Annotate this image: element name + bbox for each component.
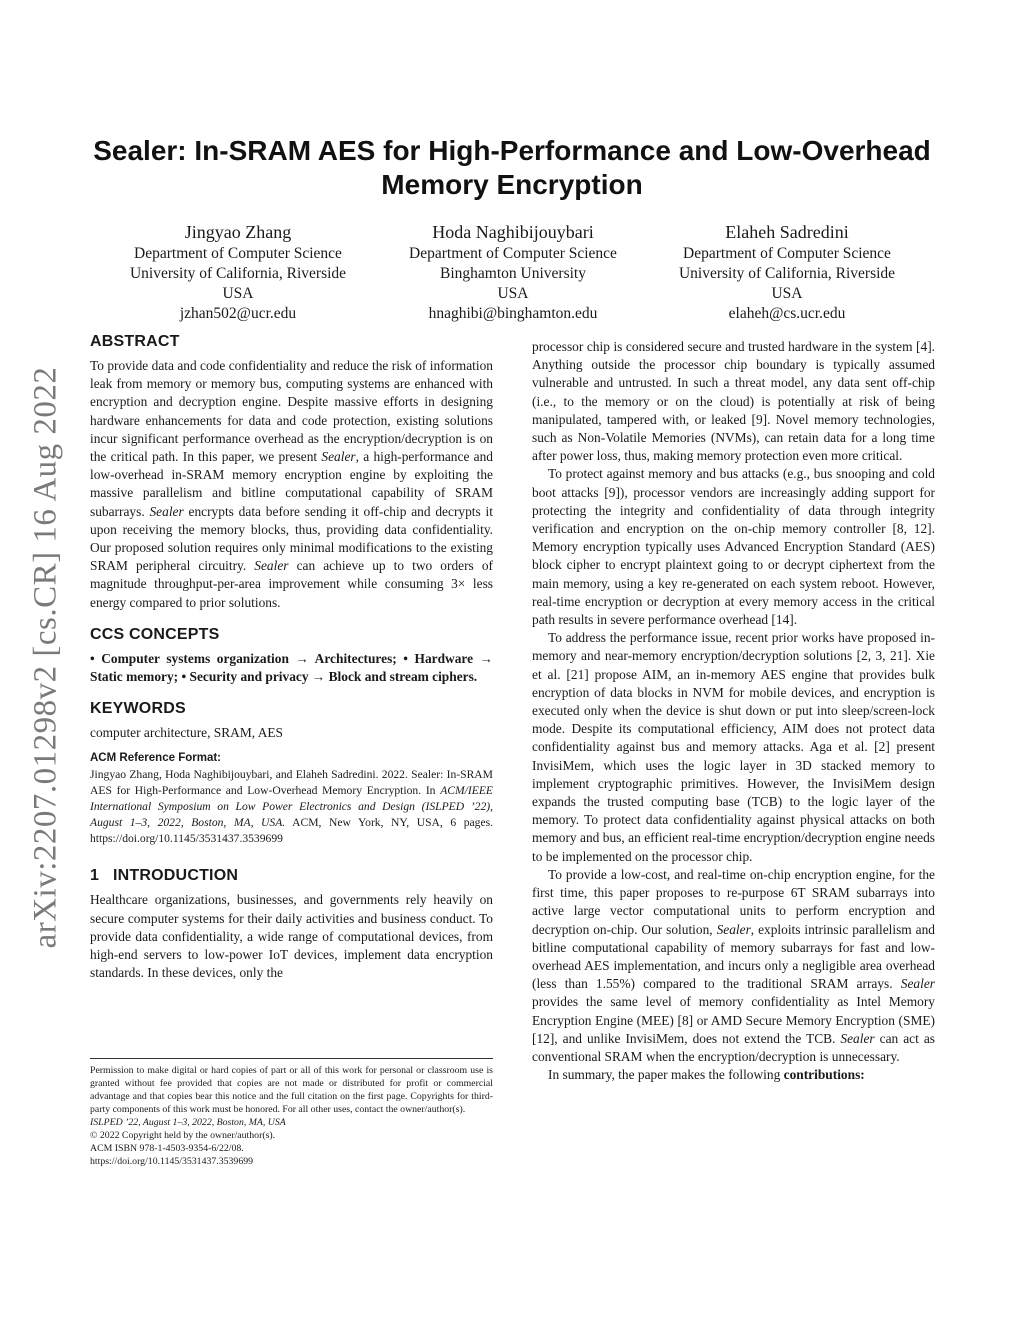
body-paragraph: To protect against memory and bus attacks (e.g., bus snooping and cold boot attacks [9]), processor vendors are increasingly adding support for protecting the integrity and confidentiality of data through integrity verification and encryption on the on-chip memory controller [8, 12]. Memory encryption typically uses Advanced Encryption Standard (AES) block cipher to encrypt plaintext going to or decrypt ciphertext from the main memory, using a key re-generated on each system reboot. However, real-time encryption or decryption at every memory access in the critical path results in severe performance overhead [14].	[532, 466, 935, 628]
author-univ: University of California, Riverside	[678, 265, 896, 282]
footnote-copyright: © 2022 Copyright held by the owner/author(s).	[90, 1130, 276, 1141]
abstract-part: , a high-performance and low-overhead in-SRAM memory encryption engine by exploiting the massive parallelism and bitline computational capability of SRAM subarrays.	[90, 449, 493, 519]
paper-title	[80, 134, 944, 202]
body-paragraph	[532, 1066, 935, 1084]
sealer-emphasis: Sealer	[149, 503, 184, 519]
introduction-heading: 1 INTRODUCTION	[90, 867, 239, 885]
abstract-part: encrypts data before sending it off-chip and decrypts it upon receiving the memory blocks, thus, providing data confidentiality. Our proposed solution requires only minimal modifications to the existing SRAM peripheral circuitry.	[90, 503, 493, 574]
author-block-1	[88, 220, 388, 324]
acm-reference-part: Jingyao Zhang, Hoda Naghibijouybari, and Elaheh Sadredini. 2022. Sealer: In-SRAM AES for High-Performance and Low-Overhead Memory Encryption. In	[90, 768, 493, 798]
body-part: In summary, the paper makes the following	[548, 1067, 784, 1083]
introduction-section	[90, 867, 493, 982]
left-column	[90, 333, 493, 996]
author-univ: University of California, Riverside	[129, 265, 347, 282]
acm-reference-venue: ACM/IEEE International Symposium on Low Power Electronics and Design (ISLPED ’22), August 1–3, 2022, Boston, MA, USA.	[90, 784, 493, 830]
keywords-section	[90, 700, 493, 742]
body-paragraph: To address the performance issue, recent prior works have proposed in-memory and near-memory encryption/decryption solutions [2, 3, 21]. Xie et al. [21] propose AIM, an in-memory AES engine that provides bulk encryption of data blocks in NVM for mobile devices, and encryption is executed only when the device is shut down or put into sleep/screen-lock mode. Despite its computational efficiency, AIM does not protect data confidentiality against bus and memory attacks. Aga et al. [2] present InvisiMem, which uses the logic layer in 3D stacked memory to implement cryptographic primitives. However, the InvisiMem design expands the trusted computing base (TCB) to the logic layer of the memory. To protect data confidentiality against physical attacks on both memory and bus, an efficient real-time encryption/decryption engine needs to be implemented on the processor chip.	[532, 630, 935, 864]
footnote-block	[90, 1064, 493, 1168]
author-country: USA	[771, 285, 803, 302]
body-paragraph: processor chip is considered secure and trusted hardware in the system [4]. Anything outside the processor chip boundary is typically assumed vulnerable and untrusted. In such a threat model, any data sent off-chip (i.e., to the memory or on the cloud) is potentially at risk of being manipulated, tampered with, or leaked [9]. Novel memory technologies, such as Non-Volatile Memories (NVMs), can retain data for a long time after power loss, thus, making memory protection even more critical.	[532, 339, 935, 464]
author-country: USA	[222, 285, 254, 302]
acm-reference-text	[90, 767, 493, 847]
author-email[interactable]: jzhan502@ucr.edu	[179, 305, 297, 322]
body-part: can act as conventional SRAM when the encryption/decryption is unnecessary.	[532, 1030, 935, 1064]
author-dept: Department of Computer Science	[134, 245, 342, 262]
footnote-permission: Permission to make digital or hard copies of part or all of this work for personal or classroom use is granted without fee provided that copies are not made or distributed for profit or commercial advantage and that copies bear this notice and the full citation on the first page. Copyrights for third-party components of this work must be honored. For all other uses, contact the owner/author(s).	[90, 1065, 493, 1115]
ccs-section	[90, 626, 493, 686]
sealer-emphasis: Sealer	[900, 976, 935, 992]
right-column	[532, 338, 935, 1084]
keywords-heading: KEYWORDS	[90, 700, 186, 718]
abstract-part: can achieve up to two orders of magnitude throughput-per-area improvement while consuming 3× less energy compared to prior solutions.	[90, 558, 493, 610]
body-part: To provide a low-cost, and real-time on-chip encryption engine, for the first time, this paper proposes to re-purpose 6T SRAM subarrays into active large vector computational units to perform encryption and decryption on-chip. Our solution,	[532, 866, 935, 937]
abstract-section	[90, 333, 493, 612]
sealer-emphasis: Sealer	[254, 558, 289, 574]
title-line-1: Sealer: In-SRAM AES for High-Performance and Low-Overhead	[93, 135, 931, 166]
author-block-3	[637, 220, 937, 324]
author-name: Jingyao Zhang	[184, 222, 292, 242]
author-block-2	[363, 220, 663, 324]
author-dept: Department of Computer Science	[409, 245, 617, 262]
footnote-venue: ISLPED ’22, August 1–3, 2022, Boston, MA, USA	[90, 1117, 286, 1128]
author-name: Hoda Naghibijouybari	[432, 222, 594, 242]
introduction-paragraph: Healthcare organizations, businesses, and governments rely heavily on secure computer systems for their daily activities and business conduct. To provide data confidentiality, a wide range of computational devices, from high-end servers to low-power IoT devices, implement data encryption standards. In these devices, only the	[90, 892, 493, 981]
footnote-divider	[90, 1058, 493, 1059]
ccs-text: • Computer systems organization → Architectures; • Hardware → Static memory; • Security and privacy → Block and stream ciphers.	[90, 650, 493, 685]
author-name: Elaheh Sadredini	[725, 222, 849, 242]
abstract-part: To provide data and code confidentiality and reduce the risk of information leak from memory or memory bus, computing systems are enhanced with encryption and decryption engine. Despite massive efforts in designing hardware enhancements for data and code protection, existing solutions incur significant performance overhead as the encryption/decryption is on the critical path. In this paper, we present	[90, 358, 493, 465]
arxiv-stamp	[22, 342, 70, 972]
contributions-emphasis: contributions:	[783, 1067, 865, 1083]
body-paragraph	[532, 866, 935, 1066]
acm-reference	[90, 752, 493, 847]
title-line-2: Memory Encryption	[381, 169, 643, 200]
body-part: , exploits intrinsic parallelism and bitline computational capability of memory subarrays for fast and low-overhead AES implementation, and incurs only a negligible area overhead (less than 1.55%) compared to the traditional SRAM arrays.	[532, 921, 935, 992]
ccs-heading: CCS CONCEPTS	[90, 625, 220, 643]
sealer-emphasis: Sealer	[716, 921, 751, 937]
arxiv-stamp-text: arXiv:2207.01298v2 [cs.CR] 16 Aug 2022	[27, 366, 64, 948]
author-country: USA	[497, 285, 529, 302]
sealer-emphasis: Sealer	[840, 1030, 875, 1046]
footnote-doi[interactable]: https://doi.org/10.1145/3531437.3539699	[90, 1156, 254, 1167]
acm-reference-heading: ACM Reference Format:	[90, 752, 221, 765]
author-univ: Binghamton University	[440, 265, 586, 282]
keywords-text: computer architecture, SRAM, AES	[90, 725, 284, 741]
footnote-isbn: ACM ISBN 978-1-4503-9354-6/22/08.	[90, 1143, 244, 1154]
sealer-emphasis: Sealer	[321, 449, 356, 465]
author-dept: Department of Computer Science	[683, 245, 891, 262]
abstract-text	[90, 357, 493, 612]
author-email[interactable]: hnaghibi@binghamton.edu	[428, 305, 598, 322]
body-part: provides the same level of memory confidentiality as Intel Memory Encryption Engine (MEE) [8] or AMD Secure Memory Encryption (SME) [12], and unlike InvisiMem, does not extend the TCB.	[532, 994, 935, 1046]
acm-reference-part: ACM, New York, NY, USA, 6 pages. https://doi.org/10.1145/3531437.3539699	[90, 816, 494, 846]
abstract-heading: ABSTRACT	[90, 333, 180, 350]
author-email[interactable]: elaheh@cs.ucr.edu	[728, 305, 846, 322]
